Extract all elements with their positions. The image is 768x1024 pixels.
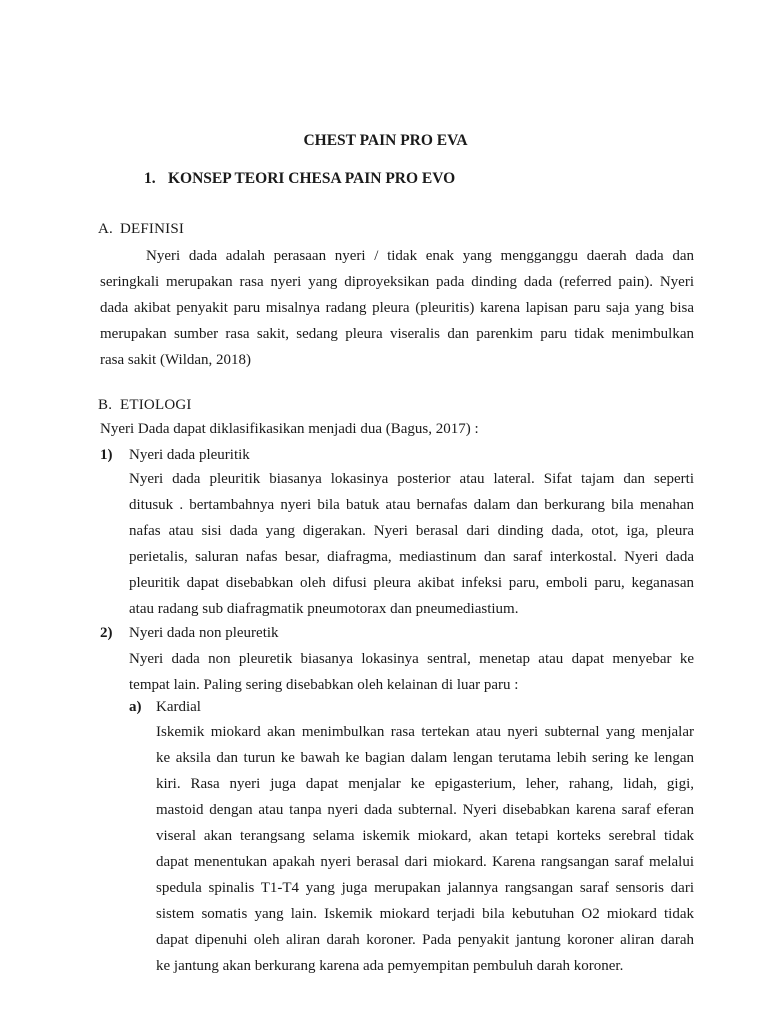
- etiologi-intro: Nyeri Dada dapat diklasifikasikan menjadi dua (Bagus, 2017) :: [100, 421, 479, 437]
- item-2a-line: Iskemik miokard akan menimbulkan rasa tertekan atau nyeri subternal yang menjalar: [156, 724, 694, 740]
- definisi-heading: [98, 221, 184, 238]
- definisi-letter: A.: [98, 221, 113, 237]
- item-1-line: atau radang sub diafragmatik pneumotorax dan pneumediastium.: [129, 601, 519, 617]
- item-1-line: Nyeri dada pleuritik biasanya lokasinya posterior atau lateral. Sifat tajam dan seperti: [129, 471, 694, 487]
- item-2a-line: kiri. Rasa nyeri juga dapat menjalar ke epigasterium, leher, rahang, lidah, gigi,: [156, 776, 694, 792]
- item-2a-line: ke jantung akan berkurang karena ada pemyempitan pembuluh darah koroner.: [156, 958, 624, 974]
- item-2a-line: mastoid dengan atau tanpa nyeri dada subternal. Nyeri disebabkan karena saraf eferan: [156, 802, 694, 818]
- item-2-number: 2): [100, 625, 113, 641]
- item-2-line: tempat lain. Paling sering disebabkan oleh kelainan di luar paru :: [129, 677, 519, 693]
- item-2a-line: spedula spinalis T1-T4 yang juga merupakan jalannya rangsangan saraf sensoris dari: [156, 880, 694, 896]
- item-2a-line: dapat dipenuhi oleh aliran darah koroner. Pada penyakit jantung koroner aliran darah: [156, 932, 694, 948]
- section-1-number: 1.: [144, 170, 156, 187]
- definisi-line: Nyeri dada adalah perasaan nyeri / tidak enak yang mengganggu daerah dada dan: [146, 248, 694, 264]
- section-1-title: KONSEP TEORI CHESA PAIN PRO EVO: [168, 170, 456, 187]
- definisi-title: DEFINISI: [120, 221, 185, 237]
- definisi-line: rasa sakit (Wildan, 2018): [100, 352, 252, 368]
- item-2a-heading: [129, 698, 201, 716]
- item-1-line: perietalis, saluran nafas besar, diafragma, mediastinum dan saraf interkostal. Nyeri dada: [129, 549, 694, 565]
- item-1-line: nafas atau sisi dada yang digerakan. Nyeri berasal dari dinding dada, otot, iga, pleura: [129, 523, 694, 539]
- item-1-line: ditusuk . bertambahnya nyeri bila batuk atau bernafas dalam dan berkurang bila menahan: [129, 497, 694, 513]
- definisi-line: dada akibat penyakit paru misalnya radang pleura (pleuritis) karena lapisan paru saja yang bisa: [100, 300, 694, 316]
- item-1-number: 1): [100, 447, 113, 463]
- etiologi-heading: [98, 397, 192, 414]
- item-1-paragraph: [129, 466, 694, 622]
- item-2a-label: Kardial: [156, 699, 201, 715]
- definisi-line: merupakan sumber rasa sakit, sedang pleura viseralis dan parenkim paru tidak menimbulkan: [100, 326, 694, 342]
- definisi-paragraph: [100, 243, 694, 373]
- item-2-line: Nyeri dada non pleuretik biasanya lokasinya sentral, menetap atau dapat menyebar ke: [129, 651, 694, 667]
- section-1-heading: [144, 170, 455, 188]
- item-2a-line: sistem somatis yang lain. Iskemik miokard terjadi bila kebutuhan O2 miokard tidak: [156, 906, 694, 922]
- item-2-label: Nyeri dada non pleuretik: [129, 625, 279, 641]
- etiologi-item-2-heading: [100, 624, 279, 642]
- definisi-line: seringkali merupakan rasa nyeri yang diproyeksikan pada dinding dada (referred pain). Nyeri: [100, 274, 694, 290]
- item-1-label: Nyeri dada pleuritik: [129, 447, 250, 463]
- item-1-line: pleuritik dapat disebabkan oleh difusi pleura akibat infeksi paru, emboli paru, keganasan: [129, 575, 694, 591]
- item-2a-line: dapat menentukan apakah nyeri berasal dari miokard. Karena rangsangan saraf melalui: [156, 854, 694, 870]
- etiologi-item-1-heading: [100, 446, 250, 464]
- item-2a-line: viseral akan terangsang selama iskemik miokard, akan tetapi korteks serebral tidak: [156, 828, 694, 844]
- document-title: CHEST PAIN PRO EVA: [303, 132, 468, 149]
- etiologi-title: ETIOLOGI: [120, 397, 192, 413]
- item-2a-paragraph: [156, 719, 694, 979]
- etiologi-letter: B.: [98, 397, 113, 413]
- item-2-paragraph: [129, 646, 694, 698]
- item-2a-letter: a): [129, 699, 142, 715]
- item-2a-line: ke aksila dan turun ke bawah ke bagian dalam lengan terutama lebih sering ke lengan: [156, 750, 694, 766]
